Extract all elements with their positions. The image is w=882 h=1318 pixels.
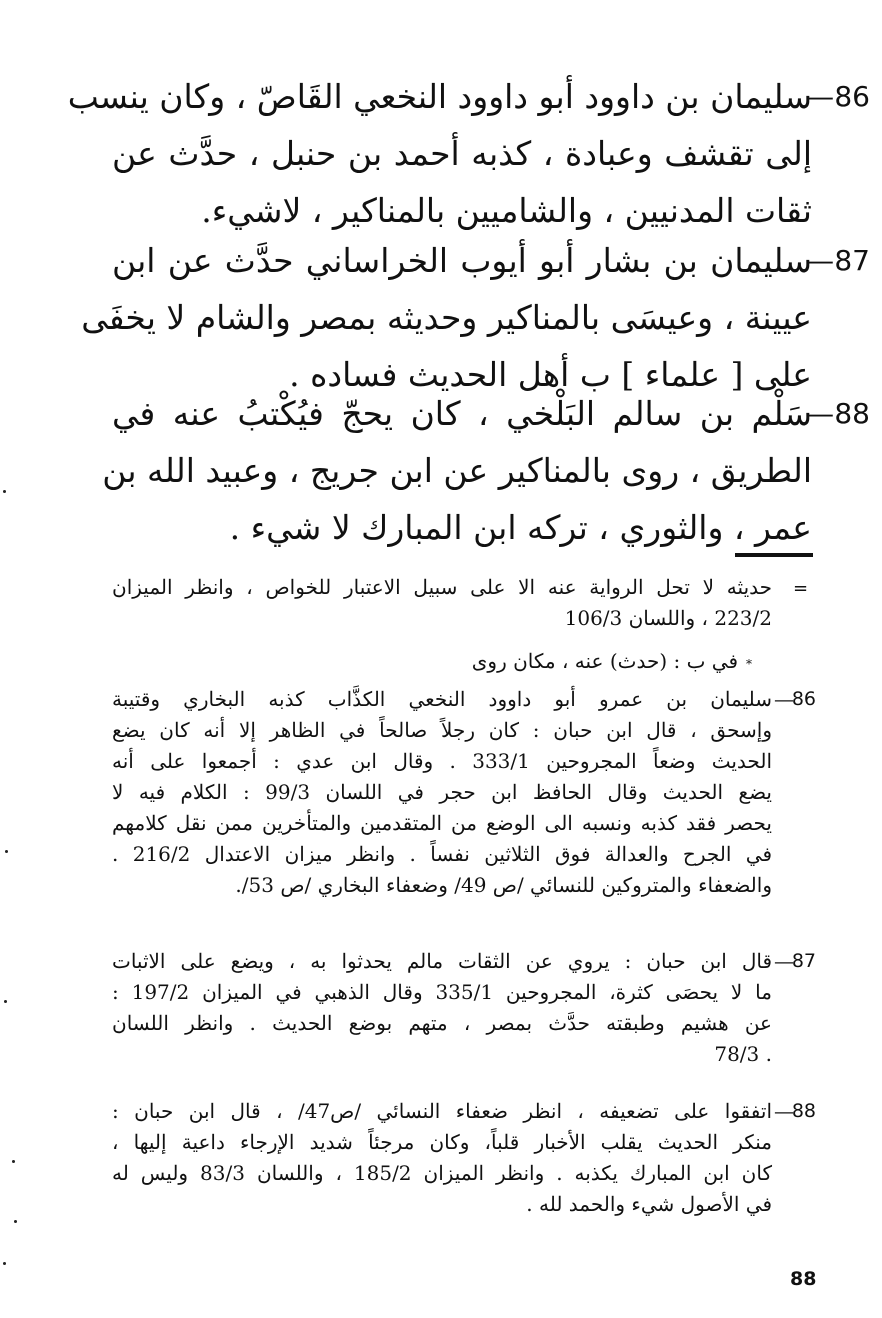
footnote-line: 223/2 ، واللسان 106/3 (564, 606, 772, 630)
entry-line: سَلْم بن سالم البَلْخي ، كان يحجّ فيُكْتبُ عنه في (112, 394, 812, 433)
page-number: 88 (790, 1268, 817, 1290)
footnote-number: 87 (791, 950, 816, 972)
scan-speck (4, 1000, 7, 1003)
footnote-line: في الجرح والعدالة فوق الثلاثين نفساً . وانظر ميزان الاعتدال 216/2 . (112, 842, 772, 866)
footnote-line: . 78/3 (714, 1042, 772, 1066)
footnote-line: سليمان بن عمرو أبو داوود النخعي الكذَّاب كذبه البخاري وقتيبة (112, 687, 772, 711)
footnote-dash: — (774, 1099, 794, 1123)
entry-line: عمر ، والثوري ، تركه ابن المبارك لا شيء . (229, 508, 812, 547)
entry-number: 88 (834, 397, 870, 430)
scan-speck (3, 490, 6, 493)
entry-line: عيينة ، وعيسَى بالمناكير وحديثه بمصر والشام لا يخفَى (81, 298, 812, 337)
entry-line: الطريق ، روى بالمناكير عن ابن جريج ، وعبيد الله بن (102, 451, 812, 490)
continuation-mark: = (793, 578, 809, 599)
footnote-line: في الأصول شيء والحمد لله . (526, 1192, 772, 1216)
footnote-separator (735, 553, 813, 557)
footnote-line: كان ابن المبارك يكذبه . وانظر الميزان 185/2 ، واللسان 83/3 وليس له (112, 1161, 772, 1185)
footnote-line: منكر الحديث يقلب الأخبار قلباً، وكان مرجئاً شديد الإرجاء داعية إليها ، (112, 1130, 772, 1154)
footnote-86 (112, 684, 816, 901)
footnote-line: قال ابن حبان : يروي عن الثقات مالم يحدثوا به ، ويضع على الاثبات (112, 949, 772, 973)
entry-number: 86 (834, 80, 870, 113)
footnote-88 (112, 1096, 816, 1220)
footnote-continuation (112, 572, 772, 634)
footnote-line: والضعفاء والمتروكين للنسائي /ص 49/ وضعفاء البخاري /ص 53/. (235, 873, 772, 897)
footnote-line: حديثه لا تحل الرواية عنه الا على سبيل الاعتبار للخواص ، وانظر الميزان (112, 575, 772, 599)
entry-line: على [ علماء ] ب أهل الحديث فساده . (289, 355, 812, 394)
entry-line: إلى تقشف وعبادة ، كذبه أحمد بن حنبل ، حدَّث عن (112, 134, 812, 173)
scan-speck (12, 1160, 15, 1163)
entry-dash: — (806, 397, 834, 430)
entry-line: سليمان بن داوود أبو داوود النخعي القَاصّ ، وكان ينسب (67, 77, 812, 116)
footnote-87 (112, 946, 816, 1070)
scan-speck (3, 1262, 6, 1265)
variant-note (472, 649, 752, 673)
entry-87 (81, 232, 870, 403)
footnote-line: يحصر فقد كذبه ونسبه الى الوضع من المتقدمين والمتأخرين ممن نقل كلامهم (112, 811, 773, 835)
footnote-number: 88 (791, 1100, 816, 1122)
footnote-line: وإسحق ، قال ابن حبان : كان رجلاً صالحاً في الظاهر إلا أنه كان يضع (112, 718, 772, 742)
footnote-dash: — (774, 687, 794, 711)
asterisk-icon: * (746, 657, 752, 671)
footnote-line: يضع الحديث وقال الحافظ ابن حجر في اللسان 99/3 : الكلام فيه لا (112, 780, 772, 804)
footnote-line: اتفقوا على تضعيفه ، انظر ضعفاء النسائي /ص47/ ، قال ابن حبان : (112, 1099, 773, 1123)
entry-dash: — (806, 244, 834, 277)
entry-line: ثقات المدنيين ، والشاميين بالمناكير ، لاشيء. (201, 191, 812, 230)
entry-number: 87 (834, 244, 870, 277)
footnote-line: ما لا يحصَى كثرة، المجروحين 335/1 وقال الذهبي في الميزان 197/2 : (112, 980, 772, 1004)
footnote-dash: — (774, 949, 794, 973)
entry-86 (67, 68, 870, 239)
entry-line: سليمان بن بشار أبو أيوب الخراساني حدَّث عن ابن (112, 241, 812, 280)
entry-88 (102, 385, 870, 556)
scan-speck (5, 850, 8, 853)
footnote-line: عن هشيم وطبقته حدَّث بمصر ، متهم بوضع الحديث . وانظر اللسان (112, 1011, 772, 1035)
footnote-line: الحديث وضعاً المجروحين 333/1 . وقال ابن عدي : أجمعوا على أنه (112, 749, 772, 773)
entry-dash: — (806, 80, 834, 113)
variant-note-text: في ب : (حدث) عنه ، مكان روى (471, 649, 738, 673)
scan-speck (14, 1220, 17, 1223)
footnote-number: 86 (791, 688, 816, 710)
